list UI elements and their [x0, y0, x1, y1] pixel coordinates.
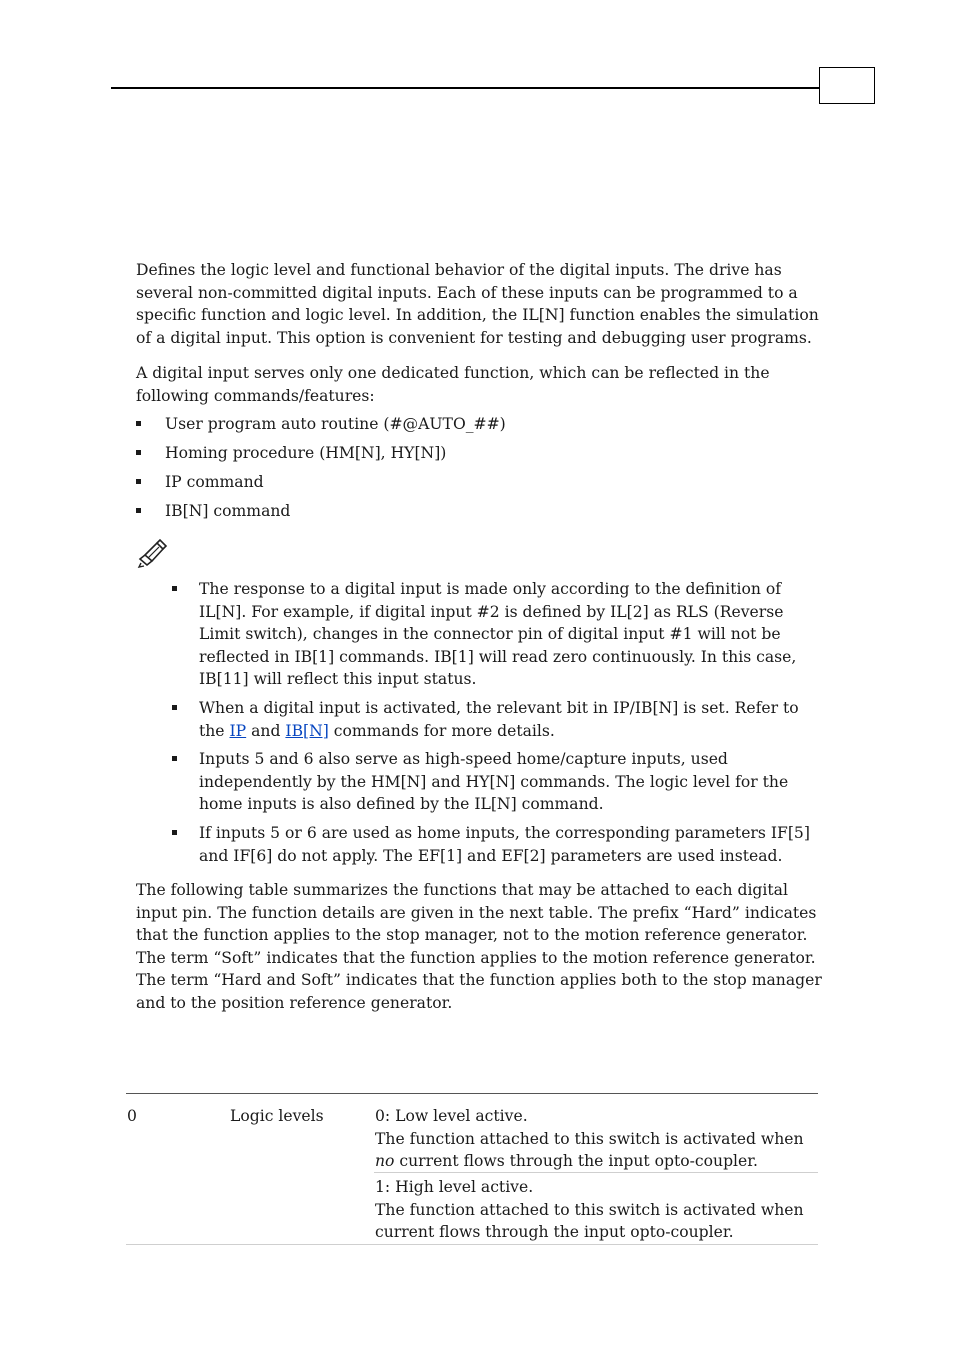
option-low-cell: 0: Low level active. The function attached to this switch is activated when no current flows through the input opto-coupler.: [375, 1107, 804, 1171]
function-cell: Logic levels: [230, 1107, 324, 1125]
table-row-divider: [374, 1172, 818, 1173]
table-bottom-rule: [126, 1244, 818, 1245]
function-paragraph: A digital input serves only one dedicated function, which can be reflected in the following commands/features:: [136, 364, 770, 405]
bullet-marker: [172, 586, 177, 591]
bullet-marker: [136, 479, 141, 484]
page-number-box: [819, 67, 875, 104]
ip-link[interactable]: IP: [229, 721, 247, 740]
option-high-cell: 1: High level active. The function attached to this switch is activated when current flows through the input opto-coupler.: [375, 1178, 804, 1242]
table-intro-paragraph: The following table summarizes the functions that may be attached to each digital input pin. The function details are given in the next table. The prefix “Hard” indicates that the function applies to the stop manager, not to the motion reference generator. The term “Soft” indicates that the function applies to the motion reference generator. The term “Hard and Soft” indicates that the function applies both to the stop manager and to the position reference generator.: [136, 881, 822, 1012]
header-rule: [111, 87, 819, 89]
ib-link[interactable]: IB[N]: [285, 721, 329, 740]
note-item: When a digital input is activated, the relevant bit in IP/IB[N] is set. Refer to the IP and IB[N] commands for more details.: [172, 697, 824, 742]
bullet-marker: [136, 450, 141, 455]
bullet-marker: [172, 756, 177, 761]
pencil-note-icon: [137, 537, 169, 569]
bullet-marker: [172, 705, 177, 710]
bullet-marker: [136, 421, 141, 426]
note-item: If inputs 5 or 6 are used as home inputs, the corresponding parameters IF[5] and IF[6] do not apply. The EF[1] and EF[2] parameters are used instead.: [172, 822, 824, 867]
intro-paragraph: Defines the logic level and functional behavior of the digital inputs. The drive has several non-committed digital inputs. Each of these inputs can be programmed to a specific function and logic level. In addition, the IL[N] function enables the simulation of a digital input. This option is convenient for testing and debugging user programs.: [136, 261, 819, 347]
bullet-marker: [136, 508, 141, 513]
bullet-marker: [172, 830, 177, 835]
note-item: The response to a digital input is made only according to the definition of IL[N]. For example, if digital input #2 is defined by IL[2] as RLS (Reverse Limit switch), changes in the connector pin of digital input #1 will not be reflected in IB[1] commands. IB[1] will read zero continuously. In this case, IB[11] will reflect this input status.: [172, 578, 824, 691]
note-item: Inputs 5 and 6 also serve as high-speed home/capture inputs, used independently by the HM[N] and HY[N] commands. The logic level for the home inputs is also defined by the IL[N] command.: [172, 748, 824, 816]
table-top-rule: [126, 1093, 818, 1094]
bit-cell: 0: [127, 1107, 137, 1125]
